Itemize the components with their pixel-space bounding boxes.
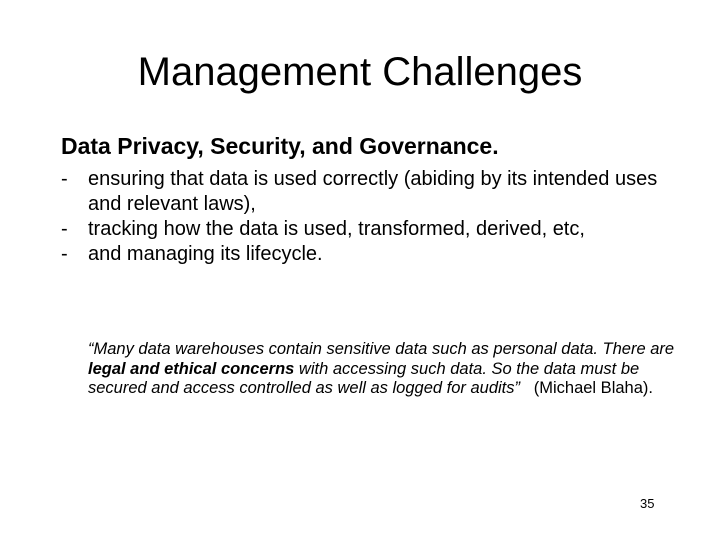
bullet-text: and managing its lifecycle. [88,243,323,265]
bullet-dash: - [61,243,68,265]
bullet-item [61,167,681,217]
quote-emphasis: legal and ethical concerns [88,359,295,378]
bullet-item [61,242,681,267]
bullet-text: tracking how the data is used, transformed, derived, etc, [88,218,585,240]
bullet-list [61,167,681,267]
quote-text-continued: with accessing such data. So the data must be secured and access controlled as well as logged for audits” [88,359,640,397]
bullet-item [61,217,681,242]
slide-subtitle: Data Privacy, Security, and Governance. [61,133,499,159]
bullet-dash: - [61,218,68,240]
bullet-text: ensuring that data is used correctly (abiding by its intended uses and relevant laws), [88,168,658,215]
quote-attribution: (Michael Blaha). [520,379,653,397]
slide-title: Management Challenges [137,50,583,94]
bullet-dash: - [61,168,68,190]
page-number: 35 [640,496,655,511]
quote-block [88,340,678,399]
quote-text: “Many data warehouses contain sensitive data such as personal data. There are [88,340,675,358]
